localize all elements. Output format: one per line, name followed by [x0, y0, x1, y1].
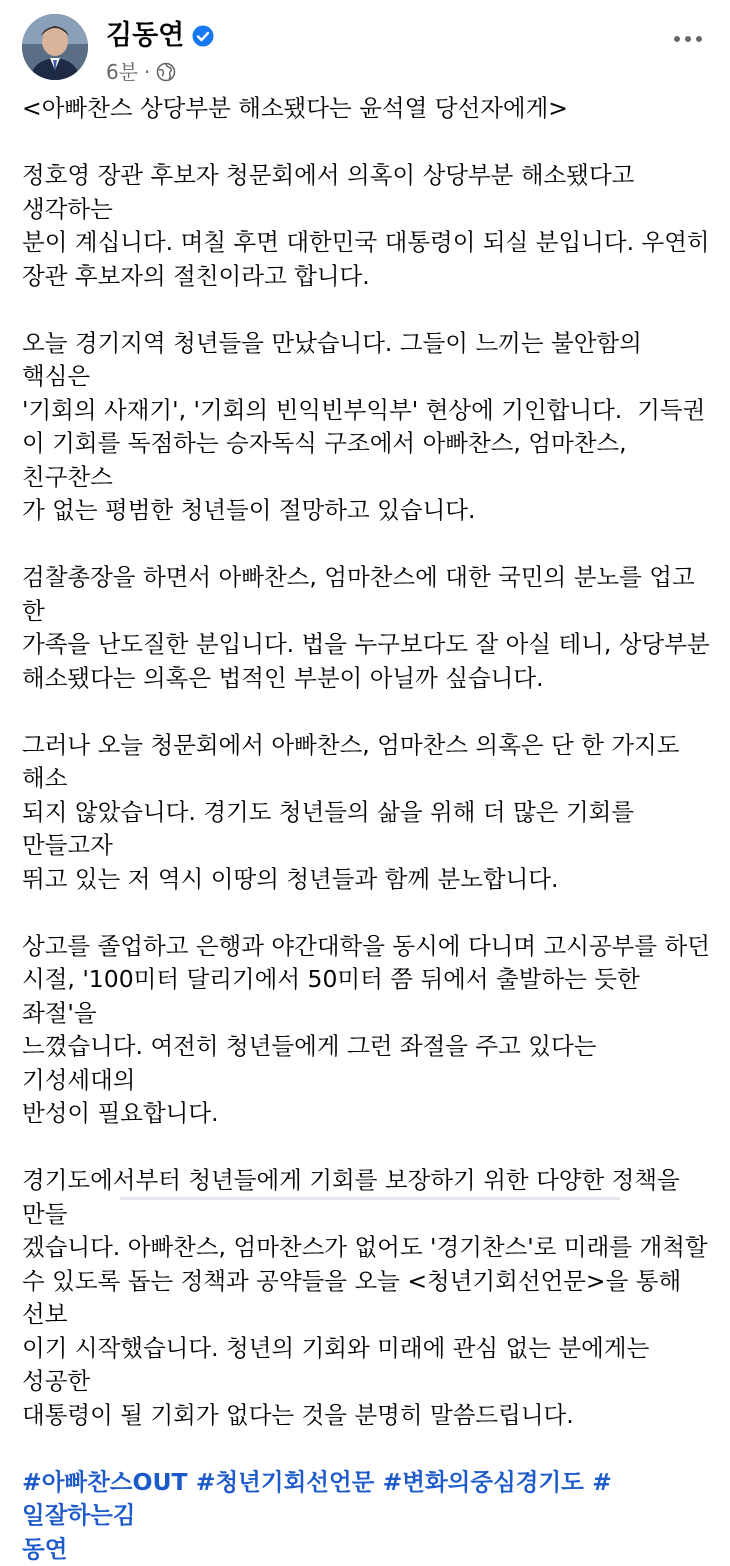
author-avatar[interactable]	[22, 14, 88, 80]
post-paragraph: 상고를 졸업하고 은행과 야간대학을 동시에 다니며 고시공부를 하던 시절, '100미터 달리기에서 50미터 쯤 뒤에서 출발하는 듯한 좌절'을 느꼈습니다. 여전히 청년들에게 그런 좌절을 주고 있다는 기성세대의 반성이 필요합니다.	[22, 930, 712, 1131]
meta-separator: ·	[144, 60, 150, 84]
author-name[interactable]: 김동연	[106, 20, 184, 52]
post-paragraph: 오늘 경기지역 청년들을 만났습니다. 그들이 느끼는 불안함의 핵심은 '기회의 사재기', '기회의 빈익빈부익부' 현상에 기인합니다. 기득권 이 기회를 독점하는 승자독식 구조에서 아빠찬스, 엄마찬스, 친구찬스 가 없는 평범한 청년들이 절망하고 있습니다.	[22, 327, 712, 528]
hashtag-list	[22, 1466, 712, 1566]
hashtag-link[interactable]: #변화의중심경기도	[383, 1468, 584, 1496]
post-title: <아빠찬스 상당부분 해소됐다는 윤석열 당선자에게>	[22, 92, 712, 126]
hashtag-link[interactable]: #청년기회선언문	[196, 1468, 375, 1496]
post-paragraph: 정호영 장관 후보자 청문회에서 의혹이 상당부분 해소됐다고 생각하는 분이 계십니다. 며칠 후면 대한민국 대통령이 되실 분입니다. 우연히 장관 후보자의 절친이라고 합니다.	[22, 159, 712, 293]
post-paragraph: 그러나 오늘 청문회에서 아빠찬스, 엄마찬스 의혹은 단 한 가지도 해소 되지 않았습니다. 경기도 청년들의 삶을 위해 더 많은 기회를 만들고자 뛰고 있는 저 역시 이땅의 청년들과 함께 분노합니다.	[22, 729, 712, 897]
post-header	[22, 14, 712, 94]
hashtag-link[interactable]: #아빠찬스OUT	[22, 1468, 188, 1496]
avatar-image	[22, 14, 88, 80]
post-meta	[106, 60, 176, 84]
verified-badge-icon	[192, 25, 214, 47]
post-timestamp[interactable]: 6분	[106, 60, 138, 84]
post-body	[22, 92, 712, 1566]
post-paragraph: 경기도에서부터 청년들에게 기회를 보장하기 위한 다양한 정책을 만들 겠습니다. 아빠찬스, 엄마찬스가 없어도 '경기찬스'로 미래를 개척할 수 있도록 돕는 정책과 공약들을 오늘 <청년기회선언문>을 통해 선보 이기 시작했습니다. 청년의 기회와 미래에 관심 없는 분에게는 성공한 대통령이 될 기회가 없다는 것을 분명히 말씀드립니다.	[22, 1164, 712, 1432]
globe-icon[interactable]	[156, 62, 176, 82]
post-paragraph: 검찰총장을 하면서 아빠찬스, 엄마찬스에 대한 국민의 분노를 업고 한 가족을 난도질한 분입니다. 법을 누구보다도 잘 아실 테니, 상당부분 해소됐다는 의혹은 법적인 부분이 아닐까 싶습니다.	[22, 561, 712, 695]
more-options-icon[interactable]	[668, 24, 708, 54]
author-name-row	[106, 20, 214, 52]
hashtag-link[interactable]: #일잘하는김 동연	[22, 1468, 612, 1563]
